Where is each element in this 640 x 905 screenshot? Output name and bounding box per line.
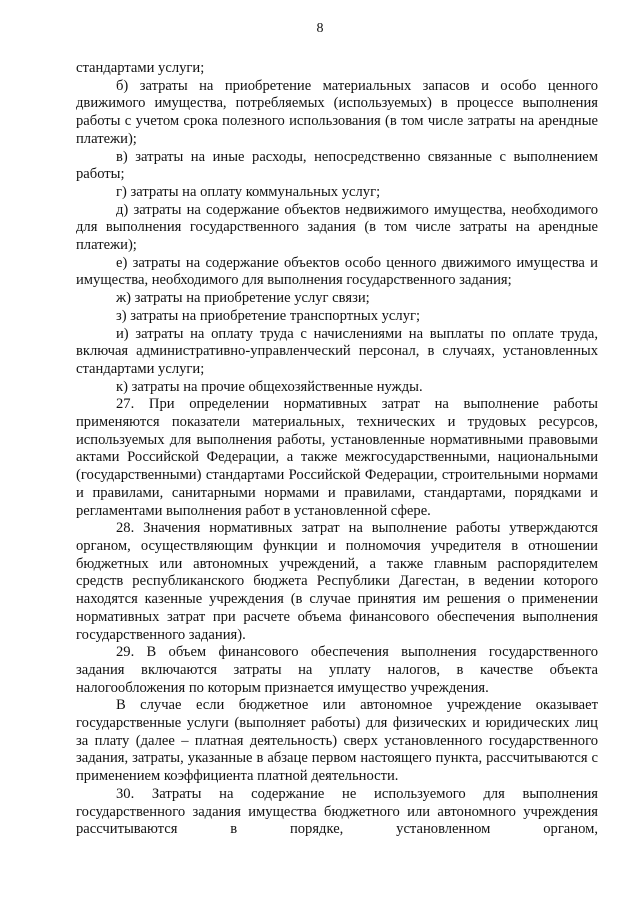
paragraph-27: 27. При определении нормативных затрат на выполнение работы применяются показатели материальных, технических и трудовых ресурсов, используемых для выполнения работы, установленные нормативными правовыми актами Российской Федерации, а также межгосударственными, национальными (государственными) стандартами Российской Федерации, строительными нормами и правилами, санитарными нормами и правилами, стандартами, порядками и регламентами выполнения работ в установленной сфере. (76, 396, 598, 519)
paragraph-item-d: д) затраты на содержание объектов недвижимого имущества, необходимого для выполнения государственного задания (в том числе затраты на арендные платежи); (76, 201, 598, 254)
paragraph-item-zh: ж) затраты на приобретение услуг связи; (116, 290, 370, 307)
paragraph-30: 30. Затраты на содержание не используемого для выполнения государственного задания имущества бюджетного или автономного учреждения рассчитываются в порядке, установленном органом, (76, 785, 598, 838)
paragraph-item-i: и) затраты на оплату труда с начислениями на выплаты по оплате труда, включая административно-управленческий персонал, в случаях, установленных стандартами услуги; (76, 325, 598, 377)
paragraph-item-z: з) затраты на приобретение транспортных услуг; (116, 307, 421, 324)
paragraph-continuation: стандартами услуги; (76, 60, 205, 76)
paragraph-item-g: г) затраты на оплату коммунальных услуг; (116, 183, 381, 200)
paragraph-28: 28. Значения нормативных затрат на выполнение работы утверждаются органом, осуществляющим функции и полномочия учредителя в отношении бюджетных или автономных учреждений, а также главным распорядителем средств республиканского бюджета Республики Дагестан, в ведении которого находятся казенные учреждения (в случае принятия им решения о применении нормативных затрат при расчете объема финансового обеспечения выполнения государственного задания). (76, 520, 598, 643)
paragraph-item-b: б) затраты на приобретение материальных запасов и особо ценного движимого имущества, потребляемых (используемых) в процессе выполнения работы с учетом срока полезного использования (в том числе затраты на арендные платежи); (76, 77, 598, 147)
paragraph-29: 29. В объем финансового обеспечения выполнения государственного задания включаются затраты на уплату налогов, в качестве объекта налогообложения по которым признается имущество учреждения. (76, 644, 598, 696)
paragraph-item-k: к) затраты на прочие общехозяйственные нужды. (116, 378, 423, 395)
paragraph-item-e: е) затраты на содержание объектов особо ценного движимого имущества и имущества, необходимого для выполнения государственного задания; (76, 254, 598, 289)
document-body (76, 60, 598, 839)
page-number: 8 (316, 21, 324, 36)
paragraph-29-second: В случае если бюджетное или автономное учреждение оказывает государственные услуги (выполняет работы) для физических и юридических лиц за плату (далее – платная деятельность) сверх установленного государственного задания, затраты, указанные в абзаце первом настоящего пункта, рассчитываются с применением коэффициента платной деятельности. (76, 697, 598, 785)
paragraph-item-v: в) затраты на иные расходы, непосредственно связанные с выполнением работы; (76, 148, 598, 183)
